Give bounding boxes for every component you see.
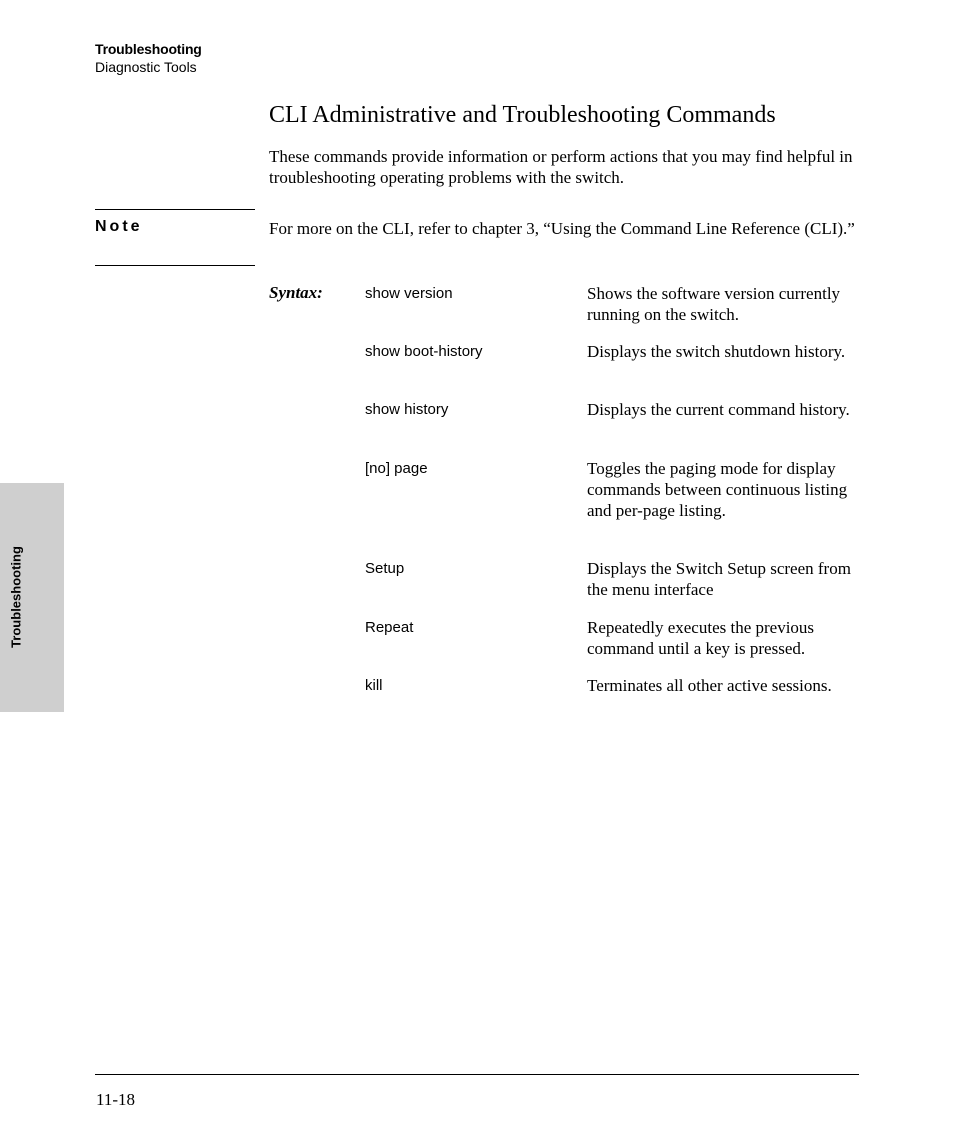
intro-paragraph: These commands provide information or perform actions that you may find helpful in troubleshooting operating problems with the switch. [269,147,853,187]
command-name: Setup [365,560,405,577]
note-bottom-rule [95,265,255,266]
command-name: kill [365,677,383,694]
command-name: show boot-history [365,343,483,360]
command-name: Repeat [365,619,414,636]
syntax-label: Syntax: [269,283,323,302]
chapter-thumb-tab [0,483,64,712]
command-description: Toggles the paging mode for display commands between continuous listing and per-page listing. [587,459,848,520]
command-name: show version [365,285,453,302]
command-description: Displays the Switch Setup screen from the menu interface [587,559,851,599]
command-description: Displays the current command history. [587,400,850,419]
command-name: show history [365,401,449,418]
note-top-rule [95,209,255,210]
note-label: Note [95,218,143,235]
command-description: Repeatedly executes the previous command until a key is pressed. [587,618,815,658]
chapter-thumb-tab-label: Troubleshooting [8,546,24,648]
running-header-section: Diagnostic Tools [95,59,197,75]
command-description: Terminates all other active sessions. [587,676,832,695]
command-name: [no] page [365,460,428,477]
command-description: Shows the software version currently running on the switch. [587,284,841,324]
note-text: For more on the CLI, refer to chapter 3, “Using the Command Line Reference (CLI).” [269,219,855,238]
section-title: CLI Administrative and Troubleshooting Commands [269,102,776,128]
footer-rule [95,1074,859,1075]
running-header-chapter: Troubleshooting [95,41,202,57]
command-description: Displays the switch shutdown history. [587,342,846,361]
page-number: 11-18 [96,1090,136,1109]
